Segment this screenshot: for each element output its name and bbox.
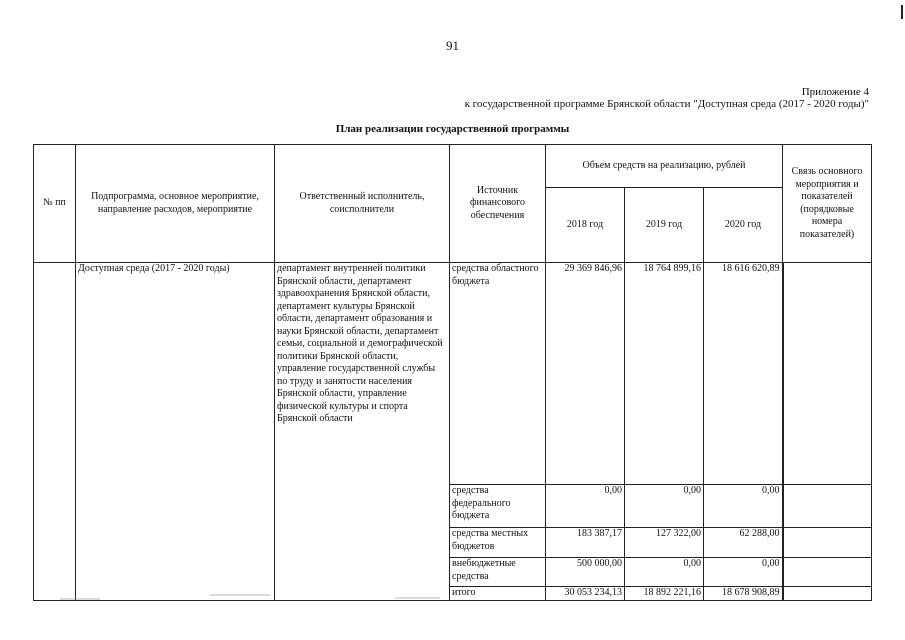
- source-cell: внебюджетные средства: [450, 558, 546, 587]
- header-subprogram: Подпрограмма, основное мероприятие, направление расходов, мероприятие: [76, 145, 275, 263]
- value-2020: 18 616 620,89: [704, 263, 783, 485]
- value-2018: 29 369 846,96: [546, 263, 625, 485]
- total-2018: 30 053 234,13: [546, 587, 625, 601]
- plan-table: [33, 144, 872, 601]
- cell-num: [34, 263, 76, 601]
- appendix-label: Приложение 4: [801, 86, 869, 98]
- total-2019: 18 892 221,16: [625, 587, 704, 601]
- value-2019: 0,00: [625, 558, 704, 587]
- scan-smudge: [60, 598, 100, 600]
- value-2018: 500 000,00: [546, 558, 625, 587]
- link-cell: [783, 528, 872, 558]
- total-link-cell: [783, 587, 872, 601]
- appendix-reference: к государственной программе Брянской области "Доступная среда (2017 - 2020 годы)": [464, 98, 869, 110]
- table-row: [34, 263, 872, 485]
- total-label: итого: [450, 587, 546, 601]
- scan-smudge: [395, 597, 440, 599]
- value-2019: 127 322,00: [625, 528, 704, 558]
- program-name: Доступная среда (2017 - 2020 годы): [76, 263, 275, 601]
- header-year-2020: 2020 год: [704, 188, 783, 263]
- value-2020: 0,00: [704, 558, 783, 587]
- value-2018: 183 387,17: [546, 528, 625, 558]
- value-2020: 0,00: [704, 485, 783, 528]
- value-2018: 0,00: [546, 485, 625, 528]
- link-cell: [783, 485, 872, 528]
- source-cell: средства местных бюджетов: [450, 528, 546, 558]
- total-2020: 18 678 908,89: [704, 587, 783, 601]
- header-num: № пп: [34, 145, 76, 263]
- header-link: Связь основного мероприятия и показателей (порядковые номера показателей): [783, 145, 872, 263]
- header-year-2018: 2018 год: [546, 188, 625, 263]
- header-executor: Ответственный исполнитель, соисполнители: [275, 145, 450, 263]
- value-2020: 62 288,00: [704, 528, 783, 558]
- header-year-2019: 2019 год: [625, 188, 704, 263]
- link-cell: [783, 263, 872, 485]
- page-number: 91: [446, 38, 459, 53]
- document-title: План реализации государственной программы: [335, 123, 570, 135]
- source-cell: средства областного бюджета: [450, 263, 546, 485]
- scan-edge-mark: [901, 5, 903, 19]
- header-row-1: [34, 145, 872, 188]
- value-2019: 0,00: [625, 485, 704, 528]
- scan-smudge: [210, 594, 270, 596]
- link-cell: [783, 558, 872, 587]
- source-cell: средства федерального бюджета: [450, 485, 546, 528]
- value-2019: 18 764 899,16: [625, 263, 704, 485]
- header-volume: Объем средств на реализацию, рублей: [546, 145, 783, 188]
- program-executor: департамент внутренней политики Брянской области, департамент здравоохранения Брянской области, департамент культуры Брянской области, департамент образования и науки Брянской области, департамент семьи, социальной и демографической политики Брянской области, управление государственной службы по труду и занятости населения Брянской области, управление физической культуры и спорта Брянской области: [275, 263, 450, 601]
- header-source: Источник финансового обеспечения: [450, 145, 546, 263]
